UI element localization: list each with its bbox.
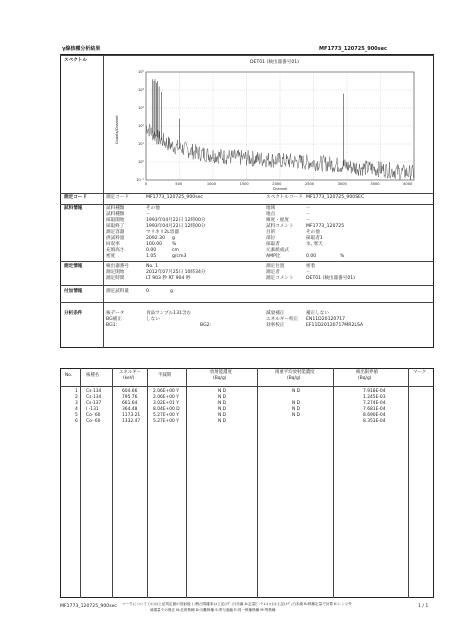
y-tick-label: 10¹: [137, 142, 144, 147]
analysis-conditions-section-label: 分析条件: [64, 311, 83, 316]
measurement-field-value: －: [306, 270, 311, 275]
measurement-field-value: 密着: [306, 264, 316, 269]
row-half-life: 5.27E+00 Y: [153, 419, 179, 424]
attached-info-unit: g: [170, 289, 173, 294]
row-mda: 1.245E-03: [363, 395, 386, 400]
col-header-energy-unit: (keV): [123, 376, 135, 381]
col-header-nuclide: 核種名: [86, 373, 100, 378]
measurement-field-value: No. 1: [146, 264, 159, 269]
x-tick-label: 4000: [403, 182, 413, 186]
sample-field-value: その他: [146, 206, 160, 211]
x-tick-label: 2000: [272, 182, 282, 186]
row-activity: N D: [218, 413, 227, 418]
sample-field-value: 採取者1: [306, 236, 323, 241]
x-tick-label: 1000: [206, 182, 217, 186]
x-tick-label: 500: [175, 182, 183, 186]
y-tick-label: 10⁴: [137, 88, 144, 93]
analysis-field-key: エネルギー校正: [266, 317, 299, 322]
sample-field-value: 水, 寒天: [306, 242, 323, 247]
y-tick-label: 10⁰: [137, 160, 144, 165]
sample-field-value: 2092.30: [146, 236, 165, 241]
measurement-info-section-label: 測定情報: [64, 264, 83, 269]
row-no: 2: [75, 395, 78, 400]
sample-field-key: 試料種類: [106, 206, 125, 211]
x-tick-label: 2500: [304, 182, 315, 186]
analysis-field-key: BG補正: [106, 317, 122, 322]
row-activity: N D: [218, 419, 227, 424]
y-tick-label: 10⁵: [137, 70, 144, 75]
row-mda: 7.918E-04: [363, 389, 386, 394]
analysis-field-value: EF11D20120717MR2LSA: [306, 323, 364, 328]
row-no: 3: [75, 401, 78, 406]
report-file-id: MF1773_120725_900sec: [319, 46, 387, 52]
attached-info-value: 0: [146, 289, 149, 294]
meas-code-key: 測定コード: [106, 195, 129, 200]
row-activity: N D: [218, 389, 227, 394]
y-tick-label: 10³: [137, 106, 144, 111]
row-energy: 661.64: [122, 401, 138, 406]
row-half-life: 3.02E+01 Y: [153, 401, 179, 406]
row-nuclide: I -131: [86, 407, 99, 412]
row-half-life: 2.06E+00 Y: [153, 395, 179, 400]
page-number: 1 / 1: [418, 604, 429, 609]
analysis-field-key: BG1:: [106, 323, 118, 328]
sample-field-key: 採取開始: [106, 218, 125, 223]
sample-field-value: 1.05: [146, 254, 157, 259]
chart-ylabel: Counts/Channel: [115, 115, 119, 144]
col-header-activity: 放射能濃度: [210, 370, 232, 375]
row-nuclide: Cs-134: [86, 389, 102, 394]
col-header-avg-activity: 岡重平均放射能濃度: [275, 370, 315, 375]
row-half-life: 8.04E+00 D: [153, 407, 180, 412]
attached-info-key: 測定試料量: [106, 289, 129, 294]
spectrum-section-label: スペクトル: [64, 58, 87, 63]
measurement-field-key: 測定時間: [106, 276, 125, 281]
sample-field-key: 測定容器: [106, 230, 125, 235]
sample-field-key: 供試料量: [106, 236, 125, 241]
col-header-activity-unit: (Bq/g): [213, 376, 227, 381]
sample-field-unit: %: [340, 254, 345, 259]
x-tick-label: 3500: [370, 182, 380, 186]
row-half-life: 2.06E+00 Y: [153, 389, 179, 394]
sample-field-unit: g/cm3: [172, 254, 187, 259]
measurement-field-key: 測定コメント: [266, 276, 294, 281]
row-nuclide: Co- 60: [86, 413, 101, 418]
sample-field-key: 採取終了: [106, 224, 125, 229]
row-mda: 7.681E-04: [363, 407, 386, 412]
sample-field-key: 採取者: [266, 242, 280, 247]
measurement-field-value: LT 903 秒 RT 904 秒: [146, 276, 191, 281]
chart-title: DET01 (検出器番号01): [250, 60, 299, 65]
col-header-no: No.: [65, 373, 73, 378]
sample-field-unit: %: [172, 242, 177, 247]
sample-field-value: その他: [306, 230, 320, 235]
analysis-field-value: しない: [146, 317, 160, 322]
bg2-label: BG2:: [200, 323, 212, 328]
row-energy: 1332.47: [122, 419, 141, 424]
col-header-avg-unit: (Bq/g): [287, 376, 301, 381]
meas-code-value: MF1773_120725_900sec: [146, 195, 203, 200]
meas-code-section-label: 測定コード: [64, 195, 87, 200]
row-energy: 795.76: [122, 395, 138, 400]
row-mda: 8.690E-04: [363, 413, 386, 418]
report-title: γ線核種分析結果: [62, 46, 101, 52]
analysis-field-value: 食品サンプル131含む: [146, 311, 192, 316]
sample-field-key: 緯度・経度: [266, 218, 289, 223]
sample-field-value: 0.00: [146, 248, 157, 253]
sample-field-value: －: [306, 212, 311, 217]
row-energy: 1173.21: [122, 413, 141, 418]
y-tick-label: 10²: [137, 124, 144, 129]
row-energy: 364.48: [122, 407, 138, 412]
sample-field-value: 1993年04月22日 12時00分: [146, 218, 206, 223]
sample-field-value: MF1773_120725: [306, 224, 345, 229]
sample-field-key: 地点: [266, 212, 276, 217]
sample-field-unit: g: [172, 236, 175, 241]
row-nuclide: Co- 60: [86, 419, 101, 424]
sample-field-value: －: [306, 218, 311, 223]
col-header-mda-unit: (Bq/g): [358, 376, 372, 381]
row-activity: N D: [218, 407, 227, 412]
row-no: 5: [75, 413, 78, 418]
row-energy: 604.66: [122, 389, 138, 394]
sample-info-section-label: 試料情報: [64, 206, 83, 211]
row-no: 6: [75, 419, 78, 424]
sample-field-value: 1993年04月22日 12時00分: [146, 224, 206, 229]
row-avg-activity: N D: [292, 407, 301, 412]
col-header-mda: 検出限界値: [356, 370, 378, 375]
sample-field-key: 充填高さ: [106, 248, 125, 253]
col-header-half-life: 半減期: [158, 373, 172, 378]
measurement-field-key: 測定位置: [266, 264, 285, 269]
sample-field-key: 地域: [266, 206, 276, 211]
row-no: 4: [75, 407, 78, 412]
sample-field-key: 回収率: [106, 242, 120, 247]
footer-file-id: MF1773_120725_900sec: [60, 604, 117, 609]
measurement-field-value: DET01 (検出器番号01): [306, 276, 355, 281]
analysis-field-key: 核データ: [106, 311, 125, 316]
sample-field-value: 100.00: [146, 242, 163, 247]
row-no: 1: [75, 389, 78, 394]
sample-field-key: 試料コメント: [266, 224, 294, 229]
sample-field-key: 目的: [266, 230, 276, 235]
row-activity: N D: [218, 401, 227, 406]
analysis-field-key: 効率校正: [266, 323, 285, 328]
row-activity: N D: [218, 395, 227, 400]
sample-field-value: －: [306, 206, 311, 211]
sample-field-unit: cm: [172, 248, 180, 253]
measurement-field-key: 検出器番号: [106, 264, 129, 269]
footer-legend-2: 補重量での修正 N:近傍核種 D:分離核種 S:寄与遮蔽 E:同一核種核種 M:等核種: [150, 608, 276, 612]
row-half-life: 5.27E+00 Y: [153, 413, 179, 418]
col-header-mark: マーク: [413, 370, 427, 375]
row-avg-activity: N D: [292, 401, 301, 406]
sample-field-key: 元素組成式: [266, 248, 289, 253]
analysis-field-value: EN11D20120717: [306, 317, 346, 322]
spectrum-code-value: MF1773_120725_900SEC: [306, 195, 365, 200]
sample-field-key: 密度: [106, 254, 116, 259]
row-nuclide: Cs-134: [86, 395, 102, 400]
sample-field-key: 部位: [266, 236, 276, 241]
analysis-field-key: 減衰補正: [266, 311, 285, 316]
sample-field-value: マリネリ2L容器: [146, 230, 179, 235]
row-nuclide: Cs-137: [86, 401, 102, 406]
measurement-field-key: 測定開始: [106, 270, 125, 275]
footer-legend-1: マークについて (＊)は上記判定値の放射能 ( )核出現確率は上記(ﾒﾃﾞｨｱ)未満 A:定量ﾋﾟｰｸ L:(＊)は上記(ﾒﾃﾞｨｱ)未満 B:核種定量で計算 K:レンジ外: [122, 602, 352, 606]
row-avg-activity: N D: [292, 413, 301, 418]
spectrum-chart: [112, 66, 428, 194]
row-mda: 7.274E-04: [363, 401, 386, 406]
sample-field-value: －: [146, 212, 151, 217]
measurement-field-key: 測定者: [266, 270, 280, 275]
x-tick-label: 1500: [239, 182, 249, 186]
sample-field-key: 試料種類: [106, 212, 125, 217]
measurement-field-value: 2012年07月25日 10時34分: [146, 270, 206, 275]
x-axis-label: Channel: [272, 187, 288, 191]
x-tick-label: 0: [144, 182, 148, 186]
x-tick-label: 3000: [337, 182, 347, 186]
sample-field-key: AMP比: [266, 254, 281, 259]
analysis-field-value: 補正しない: [306, 311, 329, 316]
y-tick-label: 10⁻¹: [136, 178, 144, 183]
col-header-energy: エネルギー: [119, 370, 141, 375]
row-avg-activity: N D: [292, 389, 301, 394]
sample-field-value: 0.00: [306, 254, 317, 259]
attached-info-section-label: 付加情報: [64, 289, 83, 294]
spectrum-code-key: スペクトルコード: [266, 195, 303, 200]
row-mda: 8.353E-04: [363, 419, 386, 424]
